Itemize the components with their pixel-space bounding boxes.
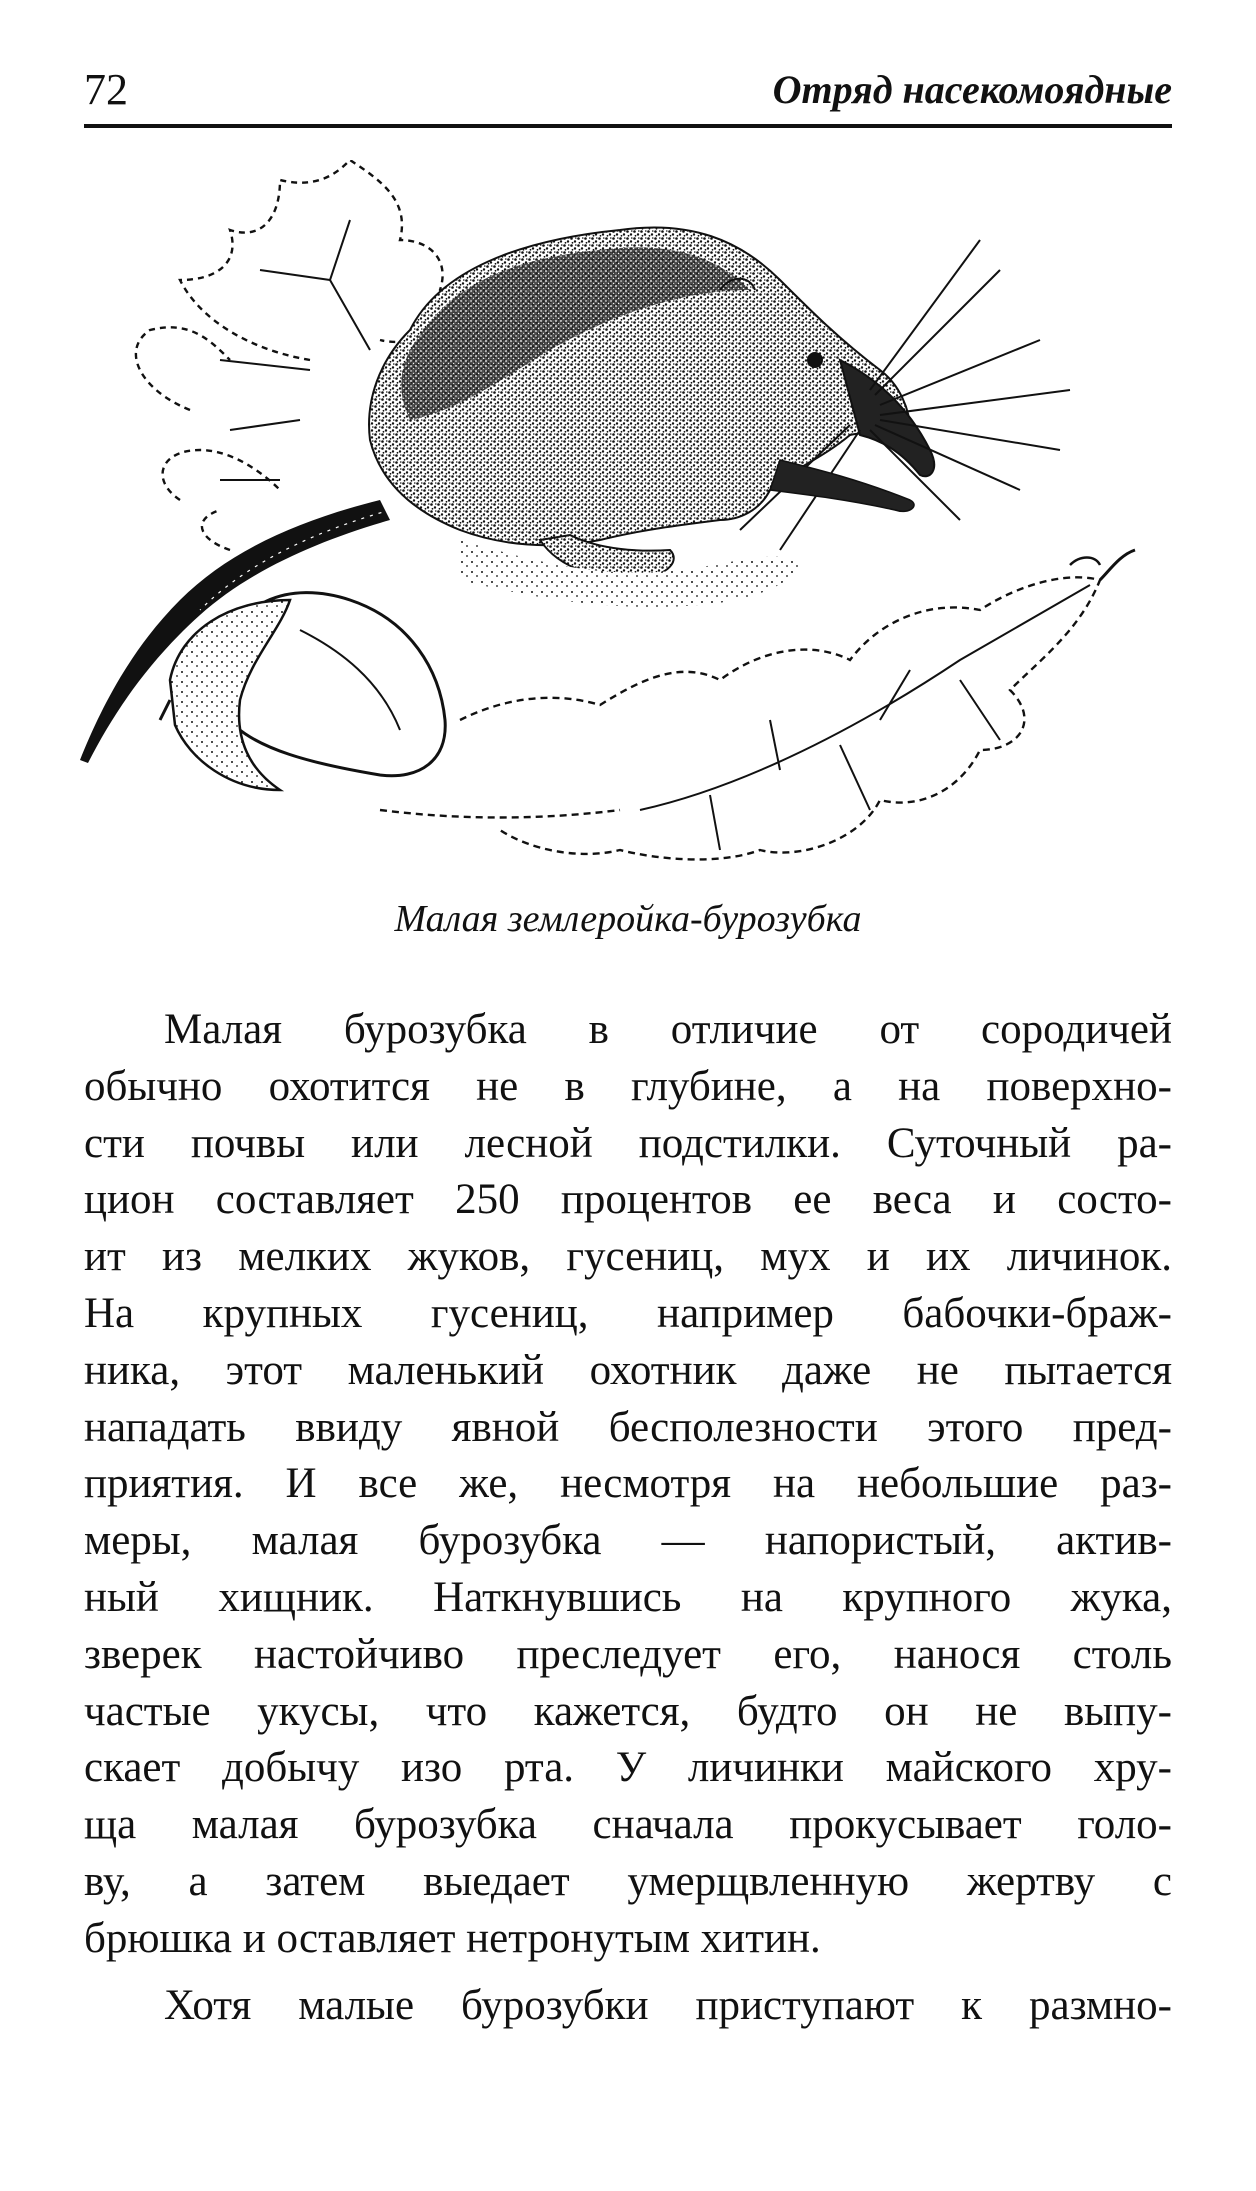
oak-leaf-lower-veins xyxy=(640,585,1090,850)
shrew-front-paw xyxy=(770,460,914,511)
text-line: ща малая бурозубка сначала прокусывает голо- xyxy=(84,1801,1172,1849)
text-line: цион составляет 250 процентов ее веса и состо- xyxy=(84,1176,1172,1224)
text-line: зверек настойчиво преследует его, нанося столь xyxy=(84,1630,1172,1678)
shrew-with-acorn-and-oak-leaves-illustration xyxy=(80,160,1180,870)
text-line: Хотя малые бурозубки приступают к размно- xyxy=(164,1981,1172,2029)
text-line: Малая бурозубка в отличие от сородичей xyxy=(164,1006,1172,1053)
running-head: Отряд насекомоядные xyxy=(772,67,1172,112)
text-line: ву, а затем выедает умерщвленную жертву с xyxy=(84,1857,1172,1905)
shrew-eye xyxy=(807,352,823,368)
shrew-illustration xyxy=(80,160,1180,870)
text-line: обычно охотится не в глубине, а на поверхно- xyxy=(84,1062,1172,1110)
page-number: 72 xyxy=(84,65,128,114)
text-line: сти почвы или лесной подстилки. Суточный ра- xyxy=(84,1119,1172,1167)
text-line: ит из мелких жуков, гусениц, мух и их личинок. xyxy=(84,1233,1172,1281)
text-line: приятия. И все же, несмотря на небольшие раз- xyxy=(84,1460,1172,1508)
oak-leaf-lower xyxy=(380,577,1100,859)
oak-leaf-veins xyxy=(220,220,370,480)
text-line: На крупных гусениц, например бабочки-браж- xyxy=(84,1289,1172,1337)
page-header xyxy=(84,60,1172,128)
text-line: частые укусы, что кажется, будто он не выпу- xyxy=(84,1687,1172,1735)
text-line: нападать ввиду явной бесполезности этого пред- xyxy=(84,1403,1172,1451)
body-text xyxy=(84,1002,1172,2034)
text-line: брюшка и оставляет нетронутым хитин. xyxy=(84,1914,821,1962)
acorn xyxy=(160,593,445,790)
paragraph-gap xyxy=(84,1968,1172,1978)
figure-caption: Малая землеройка-бурозубка xyxy=(394,898,862,940)
text-line: скает добычу изо рта. У личинки майского хру- xyxy=(84,1744,1172,1792)
text-line: меры, малая бурозубка — напористый, актив- xyxy=(84,1517,1172,1565)
text-line: ный хищник. Наткнувшись на крупного жука, xyxy=(84,1573,1172,1621)
leaf-stem xyxy=(1100,550,1135,580)
text-line: ника, этот маленький охотник даже не пытается xyxy=(84,1346,1172,1394)
